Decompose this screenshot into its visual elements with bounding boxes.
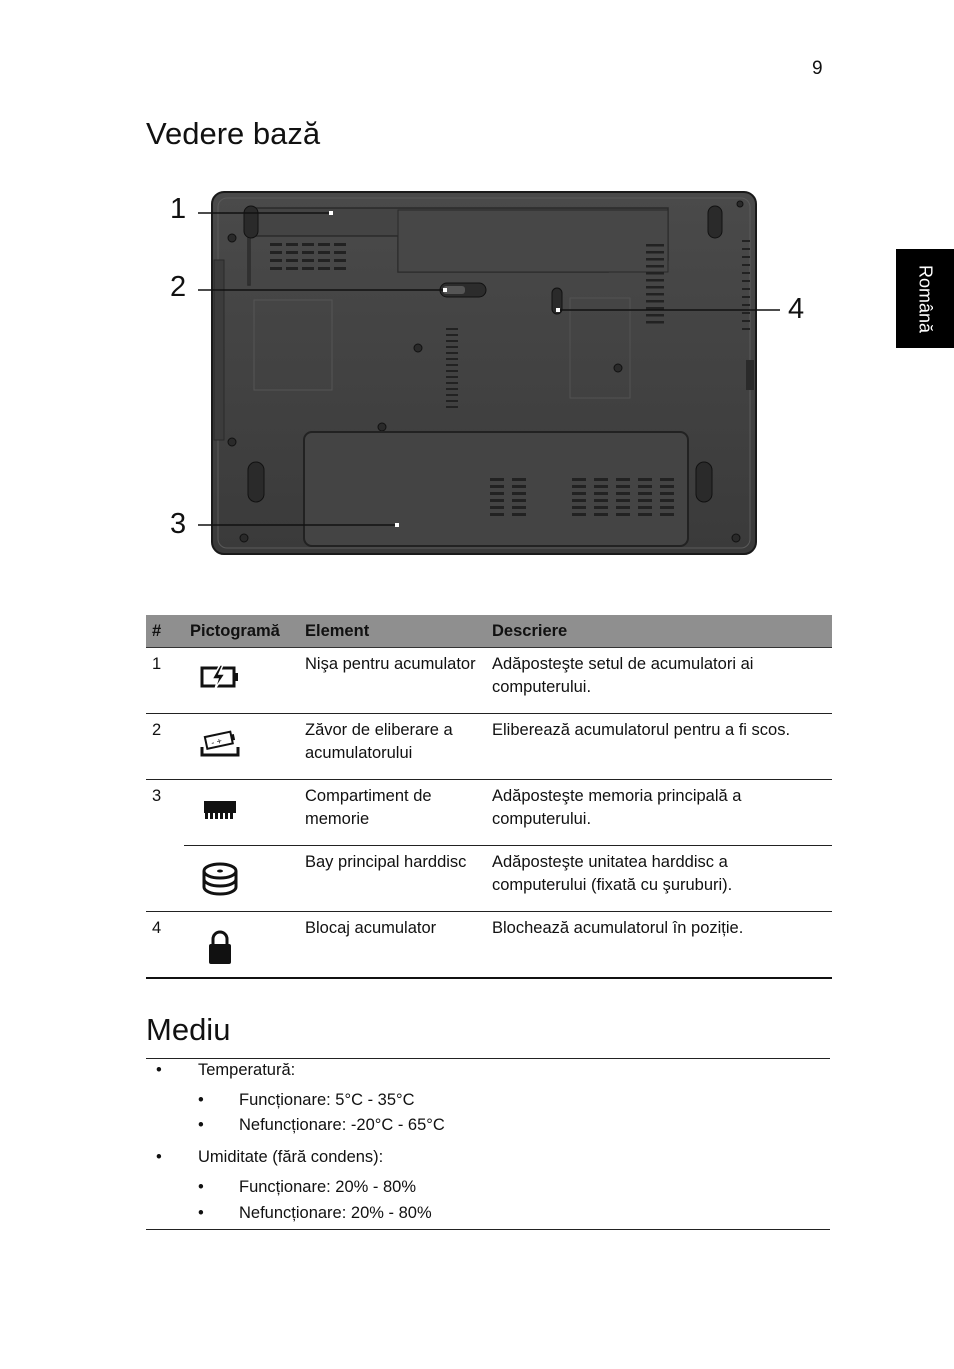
bullet: • [156, 1148, 162, 1166]
lock-icon [200, 927, 240, 967]
temperature-operating: Funcționare: 5°C - 35°C [239, 1091, 415, 1109]
row-number: 3 [152, 787, 162, 805]
row-number: 2 [146, 714, 184, 780]
laptop-bottom-diagram [160, 180, 810, 570]
row-number: 4 [146, 912, 184, 979]
bullet: • [198, 1116, 204, 1134]
humidity-label: Umiditate (fără condens): [198, 1148, 384, 1166]
language-tab-label: Română [915, 264, 936, 333]
row-element: Bay principal harddisc [299, 846, 486, 912]
header-description: Descriere [486, 615, 832, 648]
memory-icon [200, 795, 240, 823]
row-description: Eliberează acumulatorul pentru a fi scos. [486, 714, 832, 780]
callout-3: 3 [170, 508, 187, 540]
row-icon-cell [184, 714, 299, 780]
bullet: • [198, 1091, 204, 1109]
table-header-row [146, 615, 832, 648]
bullet: • [156, 1061, 162, 1079]
components-table [146, 615, 832, 979]
row-number [146, 846, 184, 912]
row-description: Adăposteşte memoria principală a computerului. [486, 780, 832, 846]
header-element: Element [299, 615, 486, 648]
row-element: Nişa pentru acumulator [299, 648, 486, 714]
callout-4: 4 [788, 293, 805, 325]
humidity-non-operating: Nefuncționare: 20% - 80% [239, 1204, 432, 1222]
battery-release-icon [200, 729, 240, 759]
row-icon-cell [184, 912, 299, 979]
section-title-environment: Mediu [146, 1012, 231, 1047]
temperature-non-operating: Nefuncționare: -20°C - 65°C [239, 1116, 445, 1134]
row-number: 1 [146, 648, 184, 714]
row-element: Compartiment de memorie [299, 780, 486, 846]
bullet: • [198, 1204, 204, 1222]
section-title-base-view: Vedere bază [146, 116, 321, 151]
temperature-label: Temperatură: [198, 1061, 296, 1079]
callout-2: 2 [170, 271, 187, 303]
table-row [146, 846, 832, 912]
row-description: Adăposteşte unitatea harddisc a computerului (fixată cu şuruburi). [486, 846, 832, 912]
hard-disk-icon [200, 861, 240, 897]
language-tab [896, 249, 954, 348]
row-element: Zăvor de eliberare a acumulatorului [299, 714, 486, 780]
row-icon-cell [184, 648, 299, 714]
row-description: Adăposteşte setul de acumulatori ai computerului. [486, 648, 832, 714]
row-element: Blocaj acumulator [299, 912, 486, 979]
humidity-operating: Funcționare: 20% - 80% [239, 1178, 417, 1196]
bullet: • [198, 1178, 204, 1196]
divider [146, 1229, 830, 1230]
battery-charge-icon [200, 663, 240, 691]
svg-text:- +: - + [210, 735, 223, 748]
table-row [146, 912, 832, 979]
header-icon: Pictogramă [184, 615, 299, 648]
divider [146, 1058, 830, 1059]
table-row [146, 780, 832, 846]
laptop-bottom-illustration [160, 180, 810, 570]
table-row [146, 648, 832, 714]
row-icon-cell [184, 780, 299, 846]
row-description: Blochează acumulatorul în poziție. [486, 912, 832, 979]
header-number: # [146, 615, 184, 648]
page-number: 9 [812, 58, 823, 79]
callout-1: 1 [170, 193, 187, 225]
table-row [146, 714, 832, 780]
row-icon-cell [184, 846, 299, 912]
